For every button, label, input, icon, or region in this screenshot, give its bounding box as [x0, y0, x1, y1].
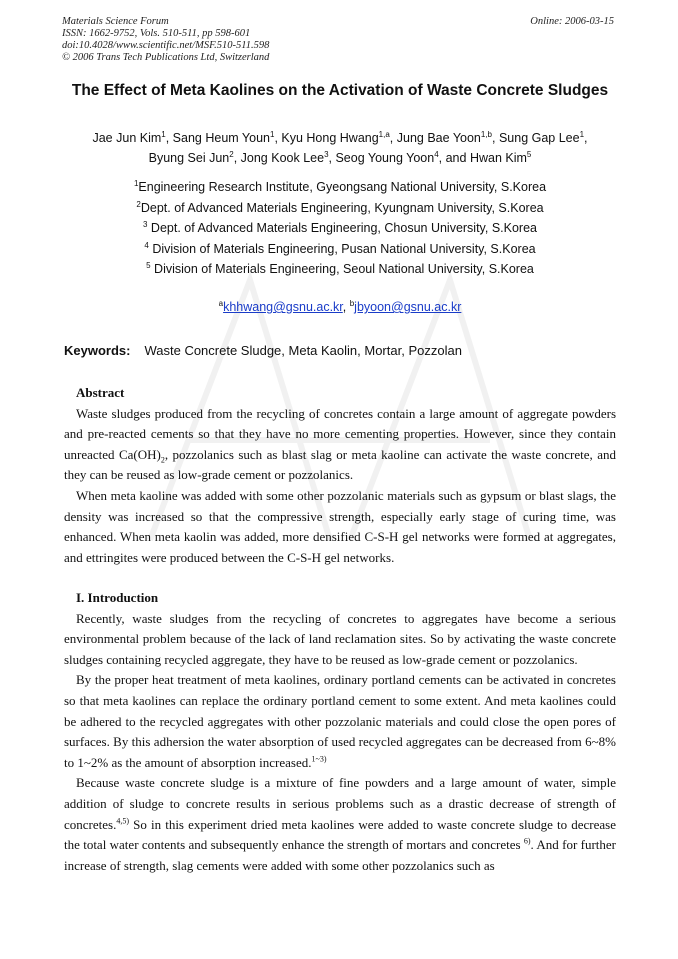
abstract-section: [64, 383, 616, 568]
email-link-a[interactable]: khhwang@gsnu.ac.kr: [223, 300, 343, 314]
author-sup: 2: [229, 149, 234, 159]
intro-paragraph: [64, 773, 616, 876]
author: Jong Kook Lee: [240, 151, 325, 165]
email-line: $^a$khhwang@gsnu.ac.kr, $^b$jbyoon@gsnu.ac.kr: [218, 298, 462, 314]
abstract-paragraph: [64, 404, 616, 486]
author-sup: 5: [526, 149, 532, 159]
author: Sung Gap Lee: [498, 131, 580, 145]
journal-header: [62, 16, 622, 64]
keywords: [64, 343, 624, 358]
doi-line: doi:10.4028/www.scientific.net/MSF.510-511.598: [62, 40, 270, 51]
keywords-text: Waste Concrete Sludge, Meta Kaolin, Mortar, Pozzolan: [144, 343, 462, 358]
journal-name: Materials Science Forum: [62, 16, 169, 27]
text-run: By the proper heat treatment of meta kaolines, ordinary portland cements can be activated in concretes so that meta kaolines can replace the ordinary portland cement to some extent. And meta kaolines could be adhered to the recycled aggregates with other pozzolanic materials and could close the open pores of surfaces. By this adhersion the water absorption of used recycled aggregates can be decreased from 6~8% to 1~2% as the amount of absorption increased.: [64, 672, 616, 770]
author-sup: 1,a: [378, 129, 390, 139]
affiliation: [60, 177, 620, 198]
affiliation-text: Dept. of Advanced Materials Engineering, Chosun University, S.Korea: [147, 221, 537, 235]
text-run: Because waste concrete sludge is a mixture of fine powders and a large amount of water, simple addition of sludge to concrete results in serious problems such as a drastic decrease of strength of concretes.: [64, 775, 616, 832]
author: Jung Bae Yoon: [396, 131, 481, 145]
introduction-heading: I. Introduction: [76, 590, 159, 605]
citation: 4,5): [116, 816, 130, 826]
author-list: [60, 128, 620, 168]
affiliation-text: Dept. of Advanced Materials Engineering, Kyungnam University, S.Korea: [140, 200, 544, 215]
subscript: 2: [160, 455, 165, 465]
author-sup: 1: [269, 129, 275, 139]
email-link-b[interactable]: jbyoon@gsnu.ac.kr: [354, 300, 462, 314]
author: Hwan Kim: [469, 151, 527, 165]
email-sup: b: [349, 298, 355, 308]
online-date: Online: 2006-03-15: [530, 16, 614, 27]
text-run: So in this experiment dried meta kaolines were added to waste concrete sludge to decrease the total water contents and subsequently enhance the strength of mortars and concretes: [64, 816, 616, 853]
affiliation-sup: 5: [146, 260, 151, 270]
author: Seog Young Yoon: [335, 151, 435, 165]
author: Jae Jun Kim: [92, 131, 162, 145]
author: Kyu Hong Hwang: [281, 131, 379, 145]
author-sup: 4: [434, 149, 439, 159]
affiliation: [60, 218, 620, 239]
author-sup: 1,b: [480, 129, 492, 139]
affiliation: [60, 239, 620, 260]
affiliation-text: Division of Materials Engineering, Seoul National University, S.Korea: [150, 262, 534, 276]
affiliation-sup: 4: [144, 240, 149, 250]
affiliation: [60, 259, 620, 280]
affiliation-text: Division of Materials Engineering, Pusan National University, S.Korea: [148, 241, 536, 256]
abstract-heading: Abstract: [76, 385, 125, 400]
author-line-1: Jae Jun Kim$^1$, Sang Heum Youn$^1$, Kyu Hong Hwang$^{1,a}$, Jung Bae Yoon$^{1,b}$, Sung Gap Lee$^1$,: [92, 129, 588, 145]
paper-title: The Effect of Meta Kaolines on the Activation of Waste Concrete Sludges: [71, 82, 609, 99]
affiliation-sup: 2: [136, 199, 141, 209]
email-sup: a: [218, 298, 224, 308]
intro-paragraph: Recently, waste sludges from the recycling of concretes to aggregates have become a serious environmental problem because of the lack of land reclamation sites. So by activating the waste concrete sludges containing recycled aggregate, they have to be reused as low-grade cement or pozzolanics.: [64, 610, 616, 667]
affiliation-text: Engineering Research Institute, Gyeongsang National University, S.Korea: [138, 180, 547, 194]
abstract-paragraph: When meta kaoline was added with some other pozzolanic materials such as gypsum or blast slags, the density was increased so that the compressive strength, especially early stage of curing time, was enhanced. When meta kaolin was added, more densified C-S-H gel networks were formed at aggregates, and ettringites were produced between the C-S-H gel networks.: [64, 487, 616, 565]
citation: 6): [523, 836, 531, 846]
author-sup: 1: [579, 129, 585, 139]
copyright-line: © 2006 Trans Tech Publications Ltd, Switzerland: [62, 52, 270, 63]
author-sup: 1: [161, 129, 166, 139]
author: Sang Heum Youn: [172, 131, 270, 145]
issn-line: ISSN: 1662-9752, Vols. 510-511, pp 598-601: [62, 28, 251, 39]
citation: 1~3): [311, 754, 327, 764]
author-line-2: Byung Sei Jun$^2$, Jong Kook Lee$^3$, Seog Young Yoon$^4$, and Hwan Kim$^5$: [148, 149, 532, 165]
author: Byung Sei Jun: [148, 151, 230, 165]
author-sup: 3: [324, 149, 329, 159]
affiliation: [60, 198, 620, 219]
intro-paragraph: [64, 670, 616, 773]
affiliation-sup: 1: [133, 178, 139, 188]
affiliation-sup: 3: [142, 219, 148, 229]
text-run: Waste sludges produced from the recycling of concretes contain a large amount of aggregate powders and pre-reacted cements so that they have no more cementing properties. However, since they contain unreacted Ca(OH): [64, 405, 616, 462]
introduction-section: [64, 588, 616, 876]
text-run: . And for further increase of strength, slag cements were added with some other pozzolanics such as: [64, 837, 616, 873]
affiliation-list: [60, 177, 620, 280]
text-run: , pozzolanics such as blast slag or meta kaoline can activate the waste concrete, and they can be reused as low-grade cement or pozzolanics.: [64, 446, 616, 483]
keywords-label: Keywords:: [64, 343, 131, 358]
